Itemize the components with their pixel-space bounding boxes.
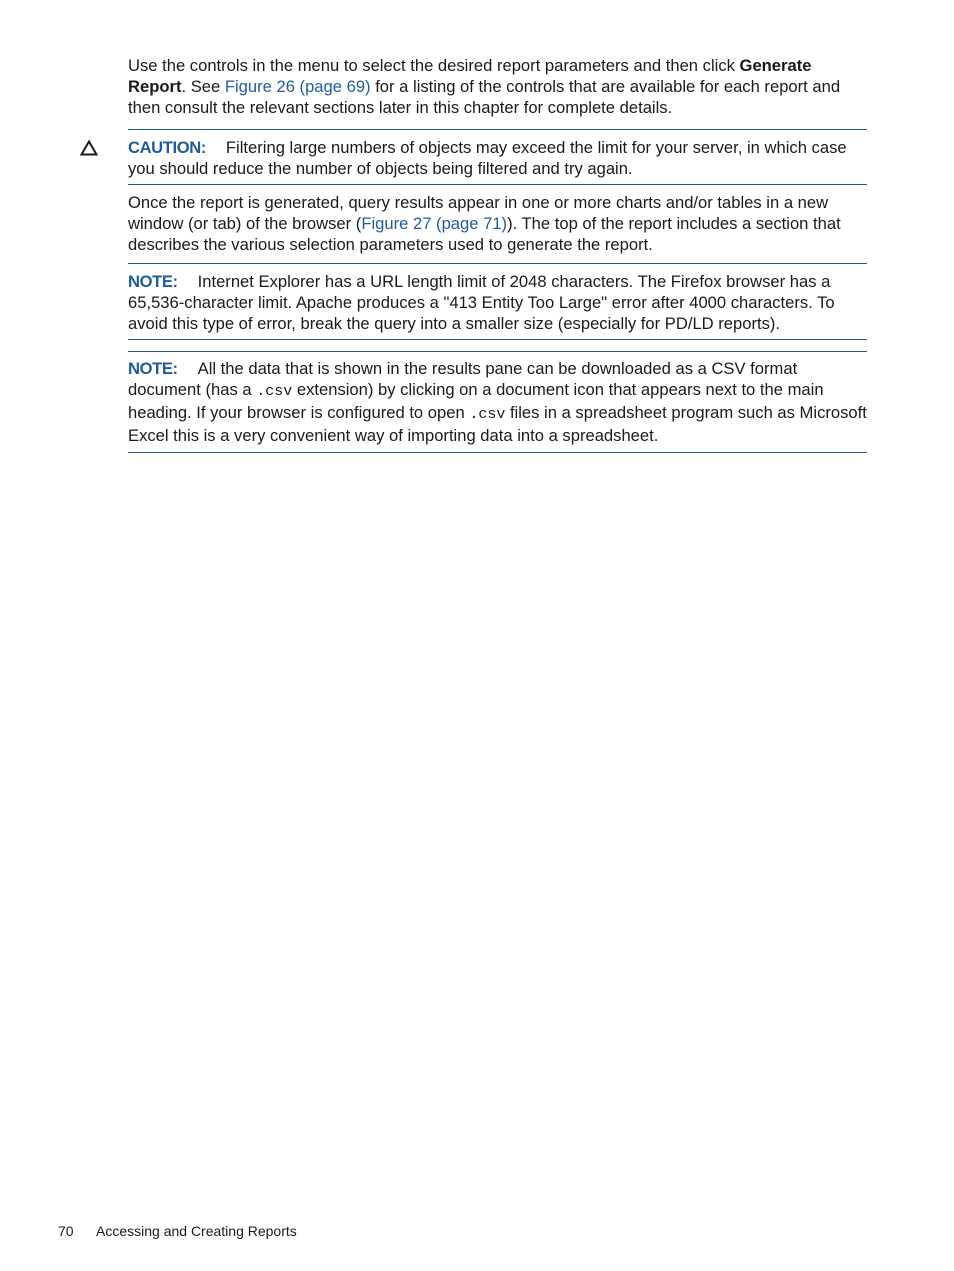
note1-block <box>128 264 867 339</box>
figure-27-link[interactable]: Figure 27 (page 71) <box>361 214 508 233</box>
note1-text: Internet Explorer has a URL length limit of 2048 characters. The Firefox browser has a 65,536-character limit. Apache produces a "413 Entity Too Large" error after 4000 characters. To avoid this type of error, break the query into a smaller size (especially for PD/LD reports). <box>128 272 835 333</box>
result-text-1: Once the report is generated, query results appear in one or more charts and/or tables in a new window (or tab) of the browser ( <box>128 193 829 233</box>
generate-report-term: Generate Report <box>128 56 812 96</box>
warning-triangle-icon <box>80 140 98 156</box>
caution-paragraph <box>128 137 867 179</box>
note2-text-1: All the data that is shown in the results pane can be downloaded as a CSV format document (has a <box>128 359 798 399</box>
csv-extension-code: .csv <box>256 383 293 400</box>
caution-bottom-rule <box>128 184 867 185</box>
intro-text-1: Use the controls in the menu to select the desired report parameters and then click <box>128 56 740 75</box>
result-text-2: ). The top of the report includes a section that describes the various selection parameters used to generate the report. <box>128 214 841 254</box>
note1-label: NOTE: <box>128 272 178 291</box>
intro-text-3: for a listing of the controls that are available for each report and then consult the relevant sections later in this chapter for complete details. <box>128 77 841 117</box>
caution-label: CAUTION: <box>128 138 206 157</box>
caution-text: Filtering large numbers of objects may exceed the limit for your server, in which case you should reduce the number of objects being filtered and try again. <box>128 138 847 178</box>
note2-text-3: files in a spreadsheet program such as Microsoft Excel this is a very convenient way of importing data into a spreadsheet. <box>128 403 867 445</box>
page-number: 70 <box>58 1223 74 1239</box>
page-footer <box>58 1221 297 1241</box>
note2-text-2: extension) by clicking on a document icon that appears next to the main heading. If your browser is configured to open <box>128 380 824 422</box>
intro-text-2: . See <box>181 77 225 96</box>
intro-paragraph <box>128 55 867 118</box>
csv-extension-code: .csv <box>469 406 506 423</box>
note2-label: NOTE: <box>128 359 178 378</box>
note2-block <box>128 352 867 452</box>
note2-bottom-rule <box>128 452 867 453</box>
result-paragraph <box>128 192 867 255</box>
note1-paragraph <box>128 271 867 334</box>
footer-section-title: Accessing and Creating Reports <box>96 1223 297 1239</box>
note2-paragraph <box>128 358 867 446</box>
note1-bottom-rule <box>128 339 867 340</box>
page-body <box>128 55 867 453</box>
caution-block <box>128 130 867 184</box>
figure-26-link[interactable]: Figure 26 (page 69) <box>224 77 371 96</box>
